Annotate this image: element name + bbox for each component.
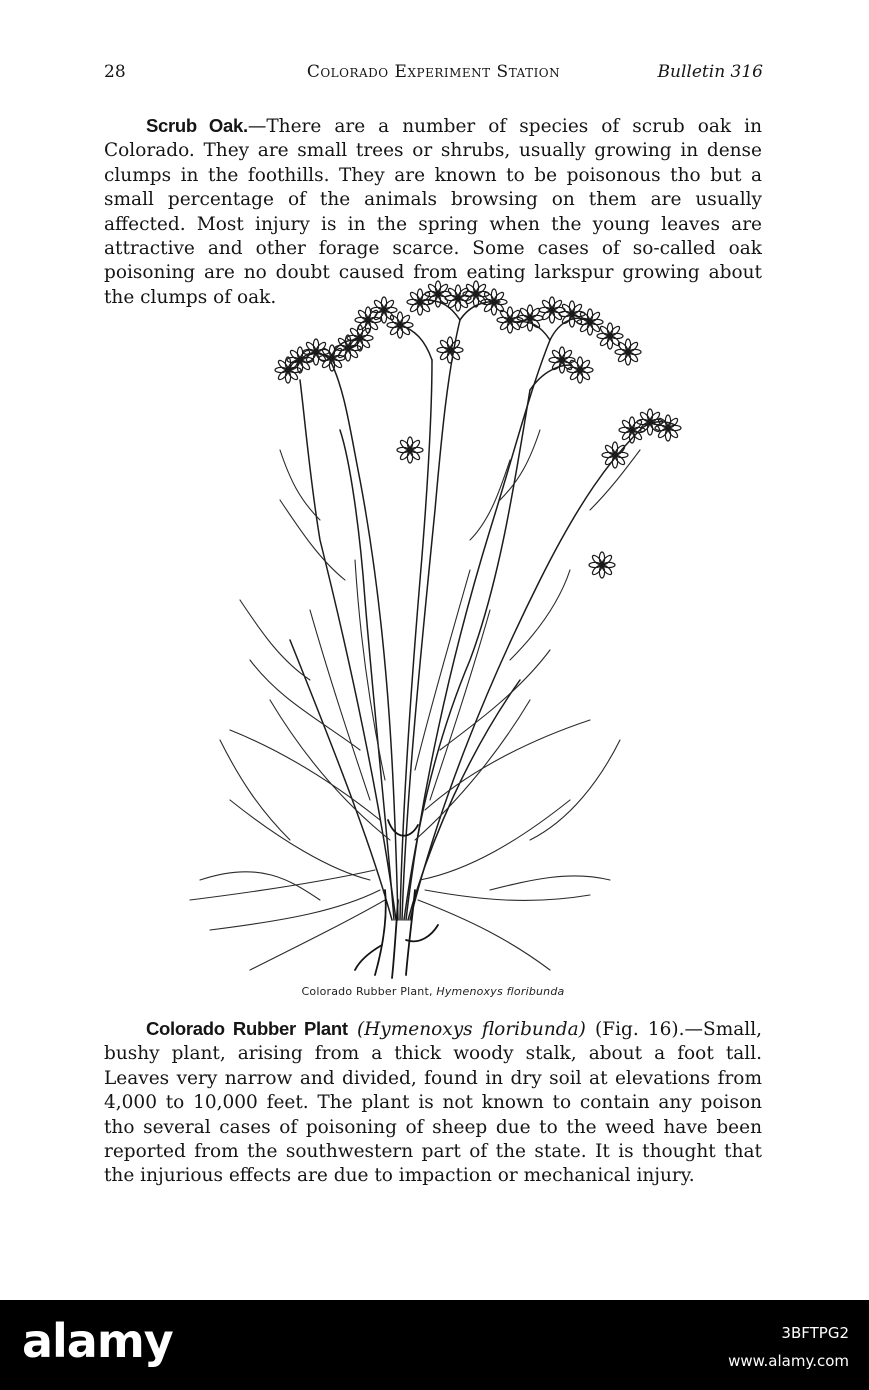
scrub-oak-heading: Scrub Oak.: [146, 115, 248, 136]
alamy-logo: alamy: [22, 1314, 173, 1368]
figure-reference: (Fig. 16).—: [585, 1019, 704, 1040]
running-title: Colorado Experiment Station: [306, 62, 561, 82]
rubber-plant-heading: Colorado Rubber Plant: [146, 1018, 348, 1039]
rubber-plant-species: (Hymenoxys floribunda): [356, 1019, 586, 1040]
page-number: 28: [104, 62, 126, 82]
rubber-plant-text: Small, bushy plant, arising from a thick woody stalk, about a foot tall. Leaves very narrow and divided, found in dry soil at elevations from 4,000 to 10,000 feet. The plant is not known to contain any poison tho several cases of poisoning of sheep due to the weed have been reported from the southwestern part of the state. It is thought that the injurious effects are due to impaction or mechanical injury.: [104, 1019, 762, 1187]
plant-leaves: [190, 430, 640, 970]
running-header: [104, 62, 763, 88]
image-id: 3BFTPG2: [781, 1324, 849, 1342]
caption-text: Colorado Rubber Plant,: [301, 985, 437, 998]
figure-caption: [104, 985, 762, 998]
caption-species: Hymenoxys floribunda: [436, 985, 565, 998]
site-url: www.alamy.com: [728, 1352, 849, 1370]
scrub-oak-text: —There are a number of species of scrub oak in Colorado. They are small trees or shrubs, usually growing in dense clumps in the foothills. They are known to be poisonous tho but a small percentage of the animals browsing on them are usually affected. Most injury is in the spring when the young leaves are attractive and other forage scarce. Some cases of so-called oak poisoning are no doubt caused from eating larkspur growing about the clumps of oak.: [104, 116, 762, 308]
plant-illustration: [170, 280, 710, 980]
stock-watermark-banner: [0, 1300, 869, 1390]
plant-stems: [290, 300, 675, 920]
flower-heads: [275, 281, 681, 578]
rubber-plant-paragraph: [104, 1017, 762, 1189]
bulletin-label: Bulletin 316: [657, 62, 763, 82]
